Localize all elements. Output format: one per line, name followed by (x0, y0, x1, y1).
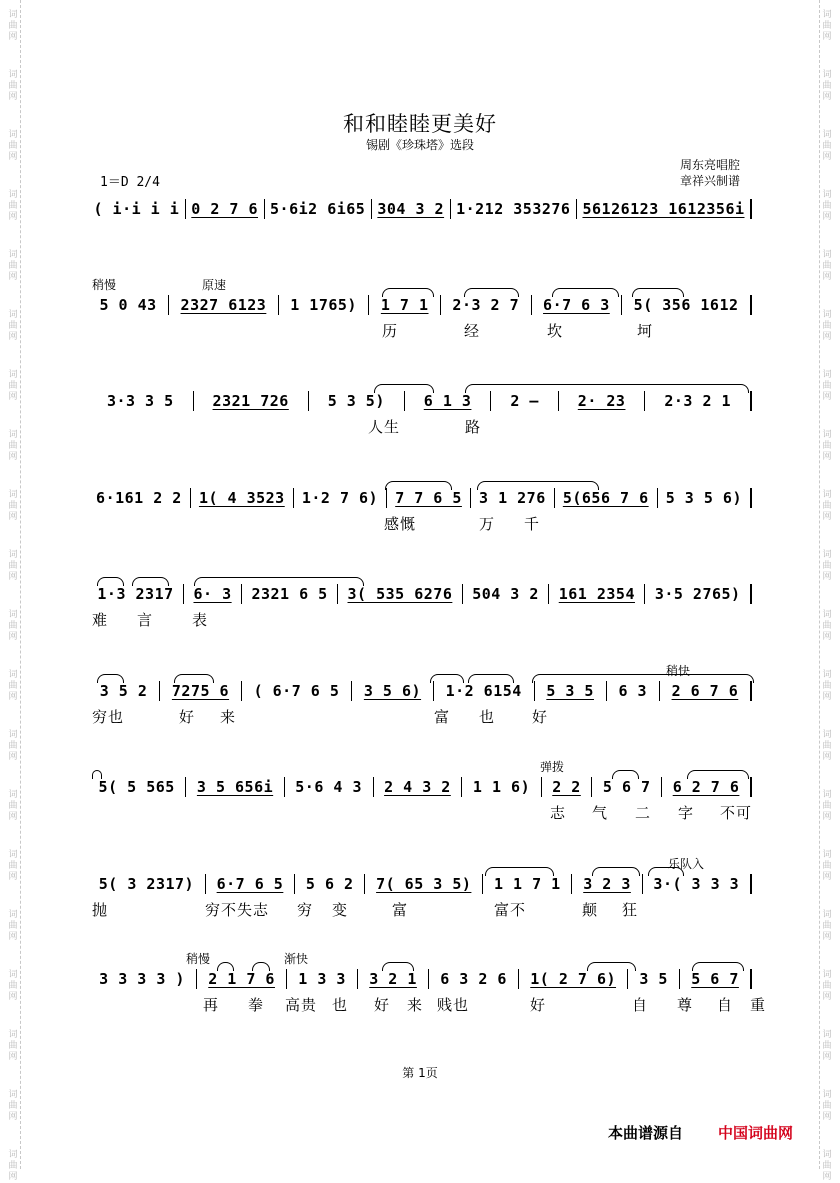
bar-line (750, 488, 752, 508)
measure: 5( 3 2317) (98, 875, 195, 893)
bar-line (168, 295, 169, 315)
measure-row (92, 680, 752, 702)
lyric-text: 也 (479, 708, 496, 726)
measure: 6· 3 (193, 585, 232, 603)
score-line (92, 950, 767, 1026)
lyric-row (92, 706, 752, 726)
watermark-text: 词 曲 网 (8, 10, 18, 42)
watermark-text: 词 曲 网 (8, 730, 18, 762)
measure: 2 6 7 6 (671, 682, 739, 700)
score-line (92, 662, 752, 738)
lyric-text: 再 (203, 996, 220, 1014)
measure: 3 5 2 (99, 682, 148, 700)
bar-line (351, 681, 352, 701)
watermark-text: 词 曲 网 (8, 310, 18, 342)
measure: 2321 6 5 (251, 585, 328, 603)
lyric-text: 来 (220, 708, 237, 726)
footer-source-label: 本曲谱源自 (608, 1124, 684, 1142)
tempo-mark: 稍慢 (92, 278, 117, 292)
watermark-text: 词 曲 网 (822, 730, 832, 762)
measure: 2 1 7 6 (208, 970, 275, 988)
bar-line (368, 295, 369, 315)
lyric-text: 感慨 (384, 515, 417, 533)
watermark-text: 词 曲 网 (822, 70, 832, 102)
watermark-text: 词 曲 网 (822, 790, 832, 822)
score-line (92, 180, 752, 256)
measure-row (92, 390, 752, 412)
measure: 1·2 6154 (445, 682, 522, 700)
measure: 2 — (510, 392, 539, 410)
bar-line (679, 969, 680, 989)
lyric-text: 好 (532, 708, 549, 726)
credit-vocal: 周东亮唱腔 (680, 158, 741, 172)
bar-line (286, 969, 287, 989)
watermark-text: 词 曲 网 (8, 250, 18, 282)
measure: 1 1765) (290, 296, 357, 314)
bar-line (750, 199, 752, 219)
bar-line (627, 969, 628, 989)
bar-line (440, 295, 441, 315)
measure: 3 1 276 (479, 489, 546, 507)
measure: 1 7 1 (380, 296, 429, 314)
measure: 0 2 7 6 (191, 200, 259, 218)
score-line (92, 276, 752, 352)
bar-line (278, 295, 279, 315)
bar-line (750, 777, 752, 797)
bar-line (185, 777, 186, 797)
measure: 1 1 6) (472, 778, 531, 796)
measure: 6 3 2 6 (440, 970, 507, 988)
lyric-row (92, 224, 752, 244)
bar-line (571, 874, 572, 894)
lyric-text: 穷不失志 (205, 901, 270, 919)
bar-line (450, 199, 451, 219)
measure: 5( 356 1612 (633, 296, 739, 314)
lyric-text: 二 (635, 804, 652, 822)
measure: ( 6·7 6 5 (253, 682, 340, 700)
measure-row (92, 487, 752, 509)
lyric-text: 万 (479, 515, 496, 533)
lyric-text: 变 (332, 901, 349, 919)
credit-notation: 章祥兴制谱 (680, 174, 741, 188)
bar-line (373, 777, 374, 797)
tempo-mark: 渐快 (284, 952, 309, 966)
lyric-text: 经 (464, 322, 481, 340)
measure: 2321 726 (212, 392, 289, 410)
lyric-text: 穷也 (92, 708, 125, 726)
watermark-text: 词 曲 网 (8, 790, 18, 822)
measure: 3 2 1 (369, 970, 417, 988)
bar-line (548, 584, 549, 604)
measure: 1·212 353276 (456, 200, 571, 218)
lyric-text: 穷 (297, 901, 314, 919)
measure: 6·7 6 3 (543, 296, 610, 314)
measure: 2327 6123 (180, 296, 267, 314)
lyric-text: 千 (524, 515, 541, 533)
lyric-row (92, 899, 752, 919)
bar-line (750, 391, 752, 411)
bar-line (293, 488, 294, 508)
lyric-row (92, 513, 752, 533)
bar-line (462, 584, 463, 604)
watermark-text: 词 曲 网 (822, 1150, 832, 1182)
bar-line (661, 777, 662, 797)
measure: 5 6 7 (691, 970, 739, 988)
bar-line (518, 969, 519, 989)
bar-line (193, 391, 194, 411)
lyric-text: 尊 (677, 996, 694, 1014)
measure: 5·6i2 6i65 (270, 200, 366, 218)
measure: 1·3 2317 (97, 585, 174, 603)
watermark-text: 词 曲 网 (822, 250, 832, 282)
score-line (92, 372, 752, 448)
tempo-mark: 乐队入 (668, 857, 705, 871)
lyric-text: 气 (592, 804, 609, 822)
lyric-text: 颠 (582, 901, 599, 919)
lyric-text: 坎 (547, 322, 564, 340)
bar-line (185, 199, 186, 219)
measure: 5 3 5 6) (665, 489, 742, 507)
lyric-text: 字 (678, 804, 695, 822)
bar-line (534, 681, 535, 701)
measure-row (92, 776, 752, 798)
tempo-mark: 稍快 (666, 664, 691, 678)
watermark-text: 词 曲 网 (822, 670, 832, 702)
bar-line (241, 681, 242, 701)
bar-line (159, 681, 160, 701)
measure: 3 5 (639, 970, 668, 988)
lyric-text: 也 (332, 996, 349, 1014)
measure: 1( 2 7 6) (530, 970, 617, 988)
score-line (92, 855, 752, 931)
watermark-text: 词 曲 网 (822, 10, 832, 42)
measure-row (92, 968, 752, 990)
lyric-text: 难 (92, 611, 109, 629)
bar-line (364, 874, 365, 894)
measure-row (92, 198, 752, 220)
lyric-text: 富不 (494, 901, 527, 919)
bar-line (205, 874, 206, 894)
lyric-text: 志 (550, 804, 567, 822)
bar-line (461, 777, 462, 797)
bar-line (558, 391, 559, 411)
watermark-text: 词 曲 网 (8, 670, 18, 702)
bar-line (337, 584, 338, 604)
lyric-text: 重 (750, 996, 767, 1014)
measure: 1·2 7 6) (301, 489, 379, 507)
measure: 6·7 6 5 (216, 875, 284, 893)
bar-line (750, 681, 752, 701)
watermark-text: 词 曲 网 (8, 1150, 18, 1182)
measure: 6 1 3 (423, 392, 472, 410)
watermark-text: 词 曲 网 (822, 490, 832, 522)
watermark-text: 词 曲 网 (822, 610, 832, 642)
bar-line (264, 199, 265, 219)
measure: 5·6 4 3 (295, 778, 362, 796)
watermark-text: 词 曲 网 (8, 550, 18, 582)
bar-line (750, 969, 752, 989)
bar-line (644, 584, 645, 604)
bar-line (576, 199, 577, 219)
tempo-mark: 稍慢 (186, 952, 211, 966)
bar-line (470, 488, 471, 508)
bar-line (750, 874, 752, 894)
lyric-row (92, 609, 752, 629)
bar-line (284, 777, 285, 797)
bar-line (371, 199, 372, 219)
watermark-text: 词 曲 网 (8, 370, 18, 402)
measure: 504 3 2 (472, 585, 539, 603)
lyric-text: 路 (465, 418, 482, 436)
score-title: 和和睦睦更美好 (343, 112, 497, 136)
watermark-text: 词 曲 网 (8, 430, 18, 462)
watermark-text: 词 曲 网 (8, 130, 18, 162)
watermark-text: 词 曲 网 (822, 910, 832, 942)
watermark-text: 词 曲 网 (822, 310, 832, 342)
measure: 3 5 6) (363, 682, 422, 700)
measure: 6 3 (618, 682, 648, 700)
key-signature: 1＝D 2/4 (100, 175, 160, 190)
bar-line (386, 488, 387, 508)
measure: 3( 535 6276 (347, 585, 453, 603)
measure: 5 3 5 (546, 682, 594, 700)
watermark-text: 词 曲 网 (822, 190, 832, 222)
measure-row (92, 294, 752, 316)
measure: 1 1 7 1 (493, 875, 561, 893)
bar-line (642, 874, 643, 894)
bar-line (750, 295, 752, 315)
lyric-text: 自 (717, 996, 734, 1014)
lyric-row (92, 802, 752, 822)
lyric-text: 人生 (368, 418, 401, 436)
watermark-text: 词 曲 网 (8, 610, 18, 642)
watermark-text: 词 曲 网 (8, 490, 18, 522)
bar-line (531, 295, 532, 315)
score-line (92, 758, 752, 834)
watermark-text: 词 曲 网 (8, 910, 18, 942)
lyric-text: 高贵 (285, 996, 318, 1014)
bar-line (357, 969, 358, 989)
measure: 7 7 6 5 (395, 489, 462, 507)
measure: 5 0 43 (99, 296, 157, 314)
tempo-mark: 原速 (202, 278, 227, 292)
lyric-row (92, 416, 752, 436)
measure: 6·161 2 2 (96, 489, 182, 507)
measure: 3·( 3 3 3 (653, 875, 740, 893)
score-line (92, 469, 752, 545)
watermark-text: 词 曲 网 (822, 970, 832, 1002)
lyric-text: 拳 (248, 996, 265, 1014)
measure: 2 2 (552, 778, 581, 796)
lyric-text: 言 (137, 611, 154, 629)
measure: 7( 65 3 5) (376, 875, 472, 893)
measure: 3·3 3 5 (106, 392, 174, 410)
watermark-text: 词 曲 网 (8, 970, 18, 1002)
watermark-text: 词 曲 网 (822, 550, 832, 582)
lyric-text: 贱也 (437, 996, 470, 1014)
bar-line (190, 488, 191, 508)
lyric-text: 历 (382, 322, 399, 340)
score-subtitle: 锡剧《珍珠塔》选段 (365, 138, 474, 152)
bar-line (750, 584, 752, 604)
footer-site-link[interactable]: 中国词曲网 (718, 1124, 794, 1142)
bar-line (541, 777, 542, 797)
measure: ( i·i i i (93, 200, 180, 218)
lyric-text: 富 (392, 901, 409, 919)
measure: 304 3 2 (377, 200, 445, 218)
watermark-text: 词 曲 网 (822, 850, 832, 882)
measure: 2·3 2 7 (452, 296, 520, 314)
measure: 56126123 1612356i (582, 200, 745, 218)
measure: 5(656 7 6 (562, 489, 649, 507)
measure: 3·5 2765) (654, 585, 741, 603)
watermark-text: 词 曲 网 (822, 1090, 832, 1122)
measure-row (92, 873, 752, 895)
lyric-row (92, 320, 752, 340)
measure: 3 5 656i (196, 778, 274, 796)
measure: 5 6 7 (602, 778, 651, 796)
lyric-text: 表 (192, 611, 209, 629)
lyric-text: 自 (632, 996, 649, 1014)
lyric-text: 坷 (637, 322, 654, 340)
watermark-text: 词 曲 网 (8, 1030, 18, 1062)
lyric-text: 狂 (622, 901, 639, 919)
lyric-row (92, 994, 767, 1014)
bar-line (183, 584, 184, 604)
bar-line (241, 584, 242, 604)
bar-line (404, 391, 405, 411)
bar-line (196, 969, 197, 989)
watermark-text: 词 曲 网 (8, 70, 18, 102)
measure: 2· 23 (577, 392, 626, 410)
watermark-text: 词 曲 网 (8, 850, 18, 882)
watermark-text: 词 曲 网 (8, 1090, 18, 1122)
watermark-text: 词 曲 网 (822, 430, 832, 462)
measure: 1( 4 3523 (198, 489, 285, 507)
lyric-text: 好 (179, 708, 196, 726)
watermark-text: 词 曲 网 (8, 190, 18, 222)
measure: 5( 5 565 (98, 778, 175, 796)
lyric-text: 来 (407, 996, 424, 1014)
watermark-text: 词 曲 网 (822, 370, 832, 402)
lyric-text: 不可 (720, 804, 753, 822)
lyric-text: 抛 (92, 901, 109, 919)
bar-line (657, 488, 658, 508)
measure: 2·3 2 1 (664, 392, 732, 410)
measure: 5 3 5) (327, 392, 385, 410)
bar-line (554, 488, 555, 508)
bar-line (606, 681, 607, 701)
lyric-text: 好 (530, 996, 547, 1014)
measure: 7275 6 (171, 682, 230, 700)
bar-line (433, 681, 434, 701)
measure: 3 3 3 3 ) (99, 970, 185, 988)
lyric-text: 好 (374, 996, 391, 1014)
measure: 161 2354 (558, 585, 635, 603)
bar-line (621, 295, 622, 315)
measure: 3 2 3 (583, 875, 631, 893)
page-number: 第 1页 (402, 1066, 438, 1080)
measure-row (92, 583, 752, 605)
bar-line (659, 681, 660, 701)
bar-line (428, 969, 429, 989)
watermark-text: 词 曲 网 (822, 1030, 832, 1062)
lyric-text: 富 (434, 708, 451, 726)
measure: 1 3 3 (298, 970, 346, 988)
bar-line (490, 391, 491, 411)
bar-line (591, 777, 592, 797)
measure: 6 2 7 6 (672, 778, 740, 796)
watermark-text: 词 曲 网 (822, 130, 832, 162)
tempo-mark: 弹拨 (540, 760, 565, 774)
bar-line (644, 391, 645, 411)
bar-line (294, 874, 295, 894)
bar-line (482, 874, 483, 894)
score-line (92, 565, 752, 641)
measure: 5 6 2 (305, 875, 354, 893)
measure: 2 4 3 2 (384, 778, 451, 796)
bar-line (308, 391, 309, 411)
